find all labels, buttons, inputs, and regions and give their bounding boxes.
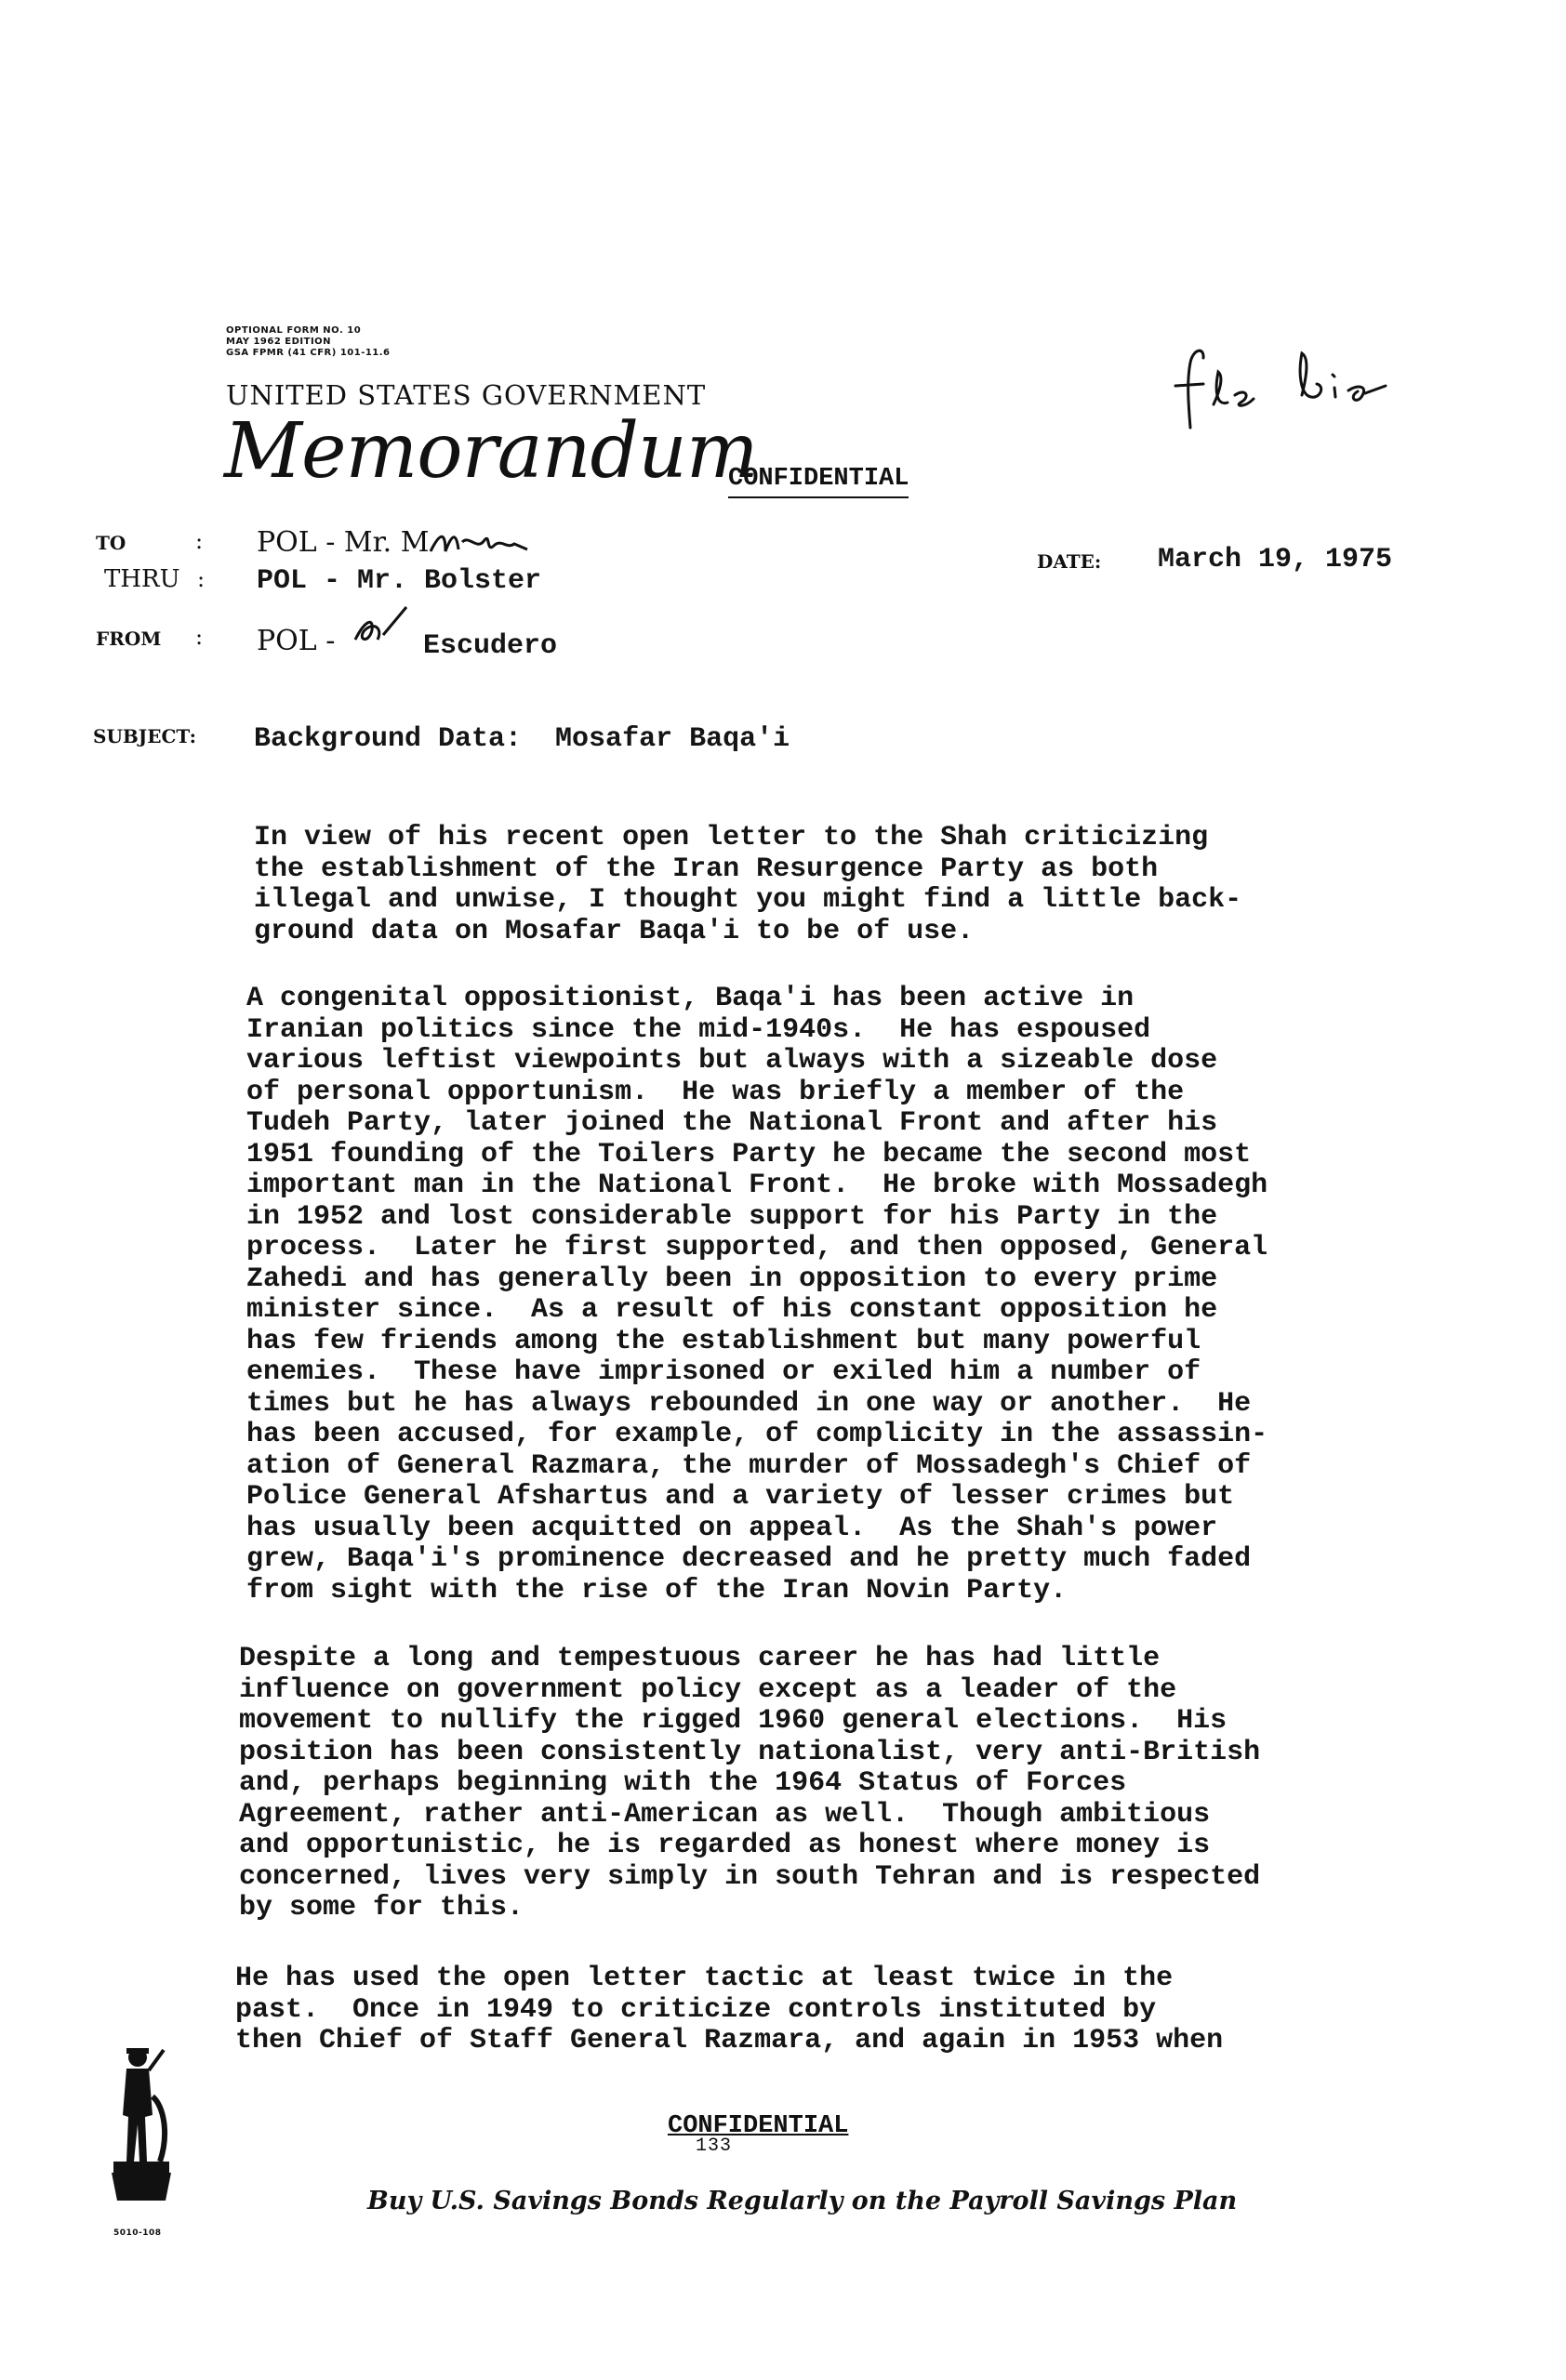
minuteman-icon — [104, 2041, 179, 2231]
page-number: 133 — [696, 2135, 733, 2157]
form-code: 5010-108 — [113, 2228, 162, 2238]
date-value: March 19, 1975 — [1158, 544, 1393, 575]
form-regulation: GSA FPMR (41 CFR) 101-11.6 — [226, 348, 391, 358]
thru-value: POL - Mr. Bolster — [257, 565, 542, 597]
from-value: Escudero — [423, 630, 558, 662]
to-label: TO — [96, 532, 126, 554]
from-colon: : — [195, 624, 204, 650]
to-value-text: POL - Mr. M — [257, 526, 430, 559]
savings-bonds-slogan: Buy U.S. Savings Bonds Regularly on the Payroll Savings Plan — [367, 2187, 1238, 2215]
handwritten-note-icon — [1162, 339, 1404, 442]
to-colon: : — [195, 528, 204, 554]
signature-icon — [429, 525, 531, 562]
memo-title: Memorandum — [224, 407, 758, 496]
from-prefix: POL - — [257, 625, 336, 657]
subject-label: SUBJECT: — [93, 725, 196, 747]
paragraph-3: Despite a long and tempestuous career he has had little influence on government policy except as a leader of the movement to nullify the rigged 1960 general elections. His position has been consistently nationalist, very anti-British and, perhaps beginning with the 1964 Status of Forces Agreement, rather anti-American as well. Though ambitious and opportunistic, he is regarded as honest where money is concerned, lives very simply in south Tehran and is respected by some for this. — [239, 1643, 1261, 1924]
paragraph-4: He has used the open letter tactic at least twice in the past. Once in 1949 to criticize controls instituted by then Chief of Staff General Razmara, and again in 1953 when — [235, 1963, 1224, 2056]
paragraph-1: In view of his recent open letter to the Shah criticizing the establishment of the Iran Resurgence Party as both illegal and unwise, I thought you might find a little back- ground data on Mosafar Baqa'i to be of use. — [254, 822, 1242, 947]
paragraph-2: A congenital oppositionist, Baqa'i has been active in Iranian politics since the mid-1940s. He has espoused various leftist viewpoints but always with a sizeable dose of personal opportunism. He was briefly a member of the Tudeh Party, later joined the National Front and after his 1951 founding of the Toilers Party he became the second most important man in the National Front. He broke with Mossadegh in 1952 and lost considerable support for his Party in the process. Later he first supported, and then opposed, General Zahedi and has generally been in opposition to every prime minister since. As a result of his constant opposition he has few friends among the establishment but many powerful enemies. These have imprisoned or exiled him a number of times but he has always rebounded in one way or another. He has been accused, for example, of complicity in the assassin- ation of General Razmara, the murder of Mossadegh's Chief of Police General Afshartus and a variety of lesser crimes but has usually been acquitted on appeal. As the Shah's power grew, Baqa'i's prominence decreased and he pretty much faded from sight with the rise of the Iran Novin Party. — [246, 983, 1268, 1606]
thru-colon: : — [197, 566, 206, 592]
initials-icon — [346, 602, 411, 658]
from-label: FROM — [96, 628, 162, 650]
thru-label: THRU — [104, 565, 180, 593]
date-label: DATE: — [1037, 550, 1102, 573]
agency-name: UNITED STATES GOVERNMENT — [226, 379, 707, 411]
subject-value: Background Data: Mosafar Baqa'i — [254, 723, 790, 755]
handwritten-file-note — [1162, 339, 1404, 457]
form-number: OPTIONAL FORM NO. 10 — [226, 325, 362, 336]
form-edition: MAY 1962 EDITION — [226, 337, 332, 347]
classification-bottom: CONFIDENTIAL — [668, 2112, 849, 2140]
classification-top: CONFIDENTIAL — [728, 465, 909, 498]
to-value — [257, 525, 531, 562]
